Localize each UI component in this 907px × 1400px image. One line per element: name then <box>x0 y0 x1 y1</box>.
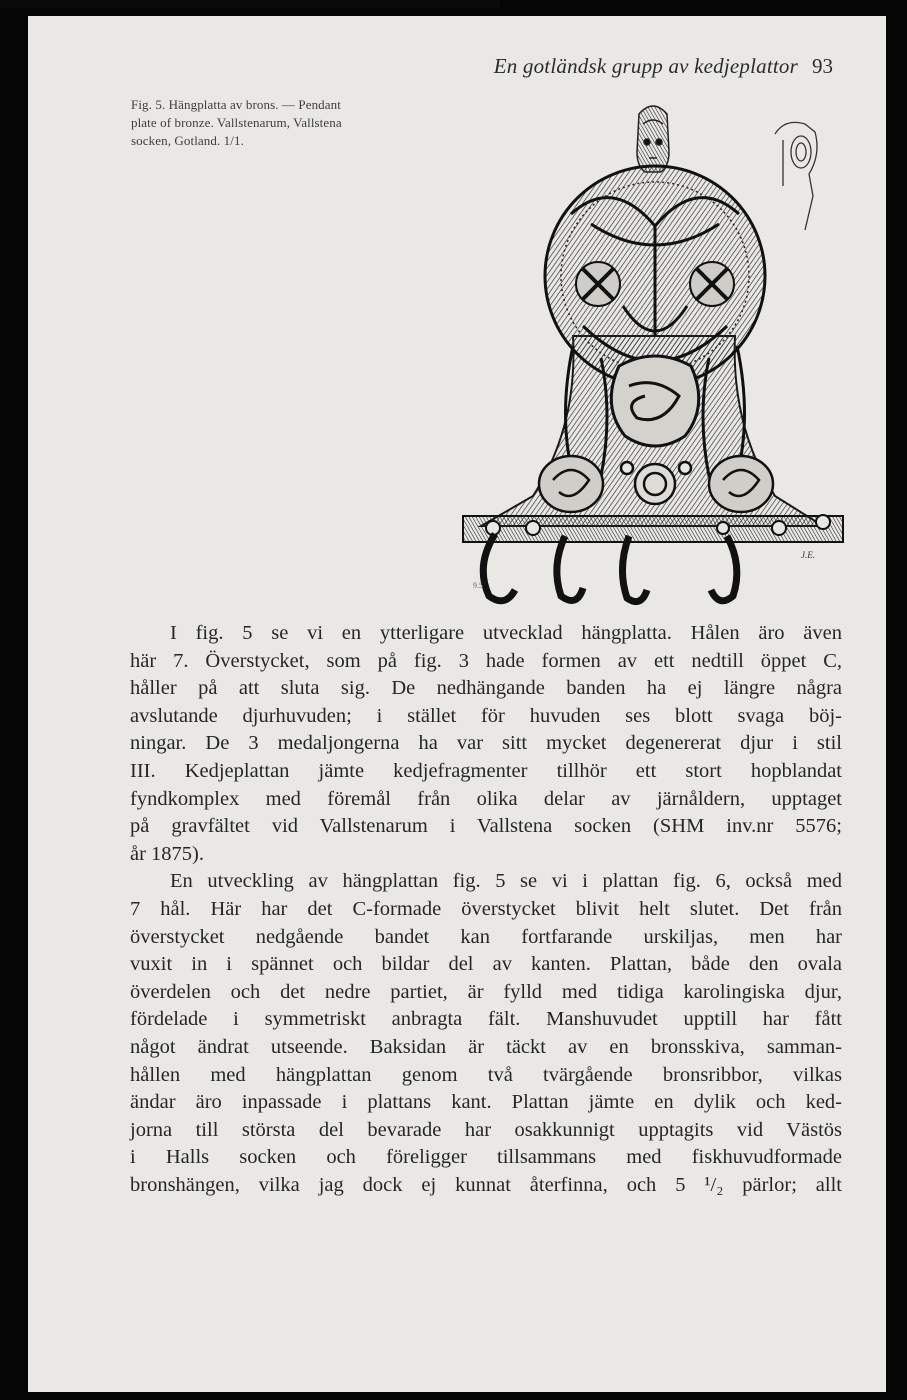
running-head-title: En gotländsk grupp av kedjeplattor <box>493 54 798 78</box>
plate-bottom-bar <box>463 515 843 542</box>
body-line: bronshängen, vilka jag dock ej kunnat återfinna, och 5 ¹/₂ pärlor; allt <box>130 1173 842 1196</box>
body-line: något ändrat utseende. Baksidan är täckt av en bronsskiva, samman- <box>130 1035 842 1058</box>
body-line: 7 hål. Här har det C-formade överstycket blivit helt slutet. Det från <box>130 897 842 920</box>
body-line: år 1875). <box>130 842 205 865</box>
body-line: i Halls socken och föreligger tillsammans med fiskhuvudformade <box>130 1146 842 1169</box>
page-number: 93 <box>812 54 833 78</box>
figure-pendant-plate <box>423 96 853 606</box>
body-line: jorna till största del bevarade har osakkunnigt upptagits vid Västös <box>130 1118 842 1141</box>
scan-border <box>0 0 500 8</box>
book-page <box>28 16 886 1392</box>
side-view-sketch <box>775 122 817 230</box>
body-text <box>130 620 842 1199</box>
running-head <box>408 54 833 79</box>
figure-caption <box>131 96 461 150</box>
body-line: överstycket nedgående bandet kan fortfarande urskiljas, men har <box>130 925 842 948</box>
body-line: överdelen och det nedre partiet, är fylld med tidiga karolingiska djur, <box>130 980 842 1003</box>
body-line: fördelade i symmetriskt anbragta fält. Manshuvudet upptill har fått <box>130 1008 842 1031</box>
caption-line: Fig. 5. Hängplatta av brons. — Pendant <box>131 97 341 112</box>
corner-mark: 9.5 <box>473 581 483 590</box>
body-line: avslutande djurhuvuden; i stället för huvuden ses blott svaga böj- <box>130 704 842 727</box>
caption-line: plate of bronze. Vallstenarum, Vallstena <box>131 115 342 130</box>
body-line: ändar äro inpassade i plattans kant. Plattan jämte en dylik och ked- <box>130 1091 842 1114</box>
artist-mark: J.E. <box>801 550 815 560</box>
pendant-plate-illustration <box>423 96 853 606</box>
caption-line: socken, Gotland. 1/1. <box>131 133 244 148</box>
lower-medallions <box>539 456 773 512</box>
body-line: I fig. 5 se vi en ytterligare utvecklad hängplatta. Hålen äro även <box>170 622 842 644</box>
body-line: håller på att sluta sig. De nedhängande banden ha ej längre några <box>130 677 842 700</box>
body-line: ningar. De 3 medaljongerna ha var sitt mycket degenererat djur i stil <box>130 732 842 755</box>
body-line: vuxit in i spännet och bildar del av kanten. Plattan, både den ovala <box>130 953 842 976</box>
mask-head <box>637 106 669 172</box>
body-line: fyndkomplex med föremål från olika delar av järnåldern, upptaget <box>130 787 842 810</box>
hanging-rings <box>483 534 737 602</box>
body-line: En utveckling av hängplattan fig. 5 se vi i plattan fig. 6, också med <box>170 870 842 893</box>
body-line: på gravfältet vid Vallstenarum i Vallstena socken (SHM inv.nr 5576; <box>130 815 842 838</box>
body-line: här 7. Överstycket, som på fig. 3 hade formen av ett nedtill öppet C, <box>130 649 842 672</box>
body-line: hållen med hängplattan genom två tvärgående bronsribbor, vilkas <box>130 1063 842 1086</box>
body-line: III. Kedjeplattan jämte kedjefragmenter tillhör ett stort hopblandat <box>130 759 842 782</box>
